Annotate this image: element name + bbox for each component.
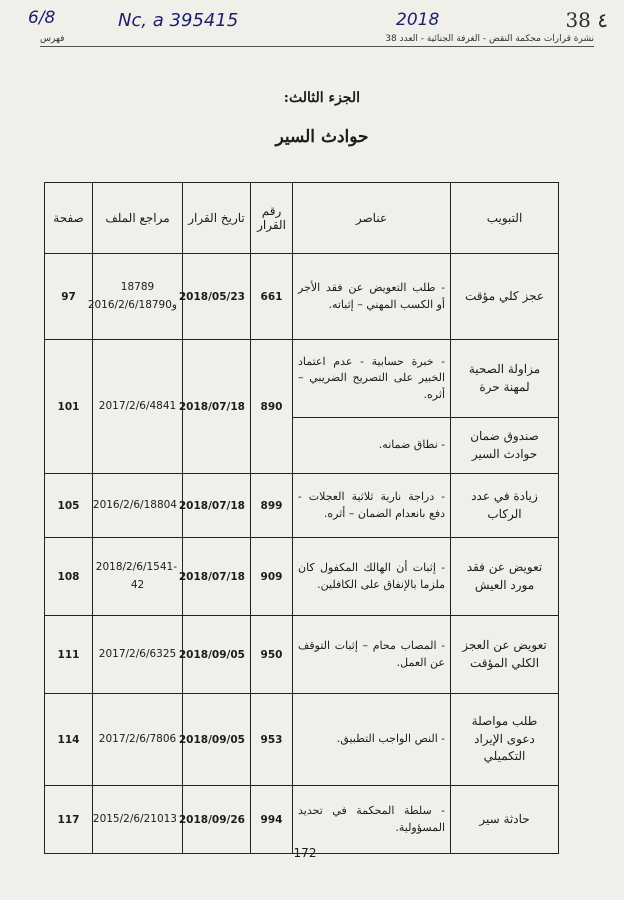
row-ref: 2017/2/6/6325 — [93, 616, 183, 694]
row-elements: - طلب التعويض عن فقد الأجر أو الكسب المهني – إثباته. — [293, 254, 451, 340]
row-page: 114 — [45, 694, 93, 786]
header-elements: عناصر — [293, 183, 451, 254]
row-ref: 2017/2/6/4841 — [93, 340, 183, 474]
running-header-section: فهرس — [40, 34, 65, 44]
row-elements: - سلطة المحكمة في تحديد المسؤولية. — [293, 786, 451, 854]
table-row — [45, 340, 559, 418]
table-row — [45, 694, 559, 786]
row-topic: عجز كلي مؤقت — [451, 254, 559, 340]
row-topic: تعويض عن العجز الكلي المؤقت — [451, 616, 559, 694]
row-number: 909 — [251, 538, 293, 616]
row-number: 661 — [251, 254, 293, 340]
row-elements: - دراجة نارية ثلاثية العجلات - دفع بانعدام الضمان – أثره. — [293, 474, 451, 538]
row-ref-line2: و2016/2/6/18790 — [87, 298, 177, 311]
row-date: 2018/05/23 — [183, 254, 251, 340]
row-topic-secondary: صندوق ضمان حوادث السير — [451, 418, 559, 474]
row-ref — [87, 254, 183, 340]
header-topic: التبويب — [451, 183, 559, 254]
handwritten-fraction: 6/8 — [28, 8, 56, 28]
handwritten-year: 2018 — [396, 10, 440, 30]
table-row — [45, 786, 559, 854]
row-topic: طلب مواصلة دعوى الإيراد التكميلي — [451, 694, 559, 786]
row-elements-secondary: - نطاق ضمانه. — [293, 418, 451, 474]
row-date: 2018/07/18 — [183, 474, 251, 538]
row-number: 950 — [251, 616, 293, 694]
part-title: الجزء الثالث: — [283, 90, 360, 106]
row-topic: زيادة في عدد الركاب — [451, 474, 559, 538]
header-ref: مراجع الملف — [93, 183, 183, 254]
row-ref-line1: 18789 — [120, 280, 155, 293]
page-number: 172 — [293, 846, 317, 860]
header-page: صفحة — [45, 183, 93, 254]
table-row — [45, 474, 559, 538]
running-header-title: نشرة قرارات محكمة النقض - الغرفة الجنائية - العدد 38 — [385, 34, 594, 44]
row-date: 2018/07/18 — [183, 340, 251, 474]
handwritten-reference: Nc, a 395415 — [118, 10, 239, 31]
row-ref: 2017/2/6/7806 — [93, 694, 183, 786]
row-elements: - إثبات أن الهالك المكفول كان ملزما بالإنفاق على الكافلين. — [293, 538, 451, 616]
row-page: 117 — [45, 786, 93, 854]
row-number: 890 — [251, 340, 293, 474]
row-topic: مزاولة الصحية لمهنة حرة — [451, 340, 559, 418]
table-header-row — [45, 183, 559, 254]
header-number: رقم القرار — [251, 183, 293, 254]
table-row — [45, 254, 559, 340]
row-elements: - النص الواجب التطبيق. — [293, 694, 451, 786]
section-title: حوادث السير — [275, 127, 369, 147]
row-number: 953 — [251, 694, 293, 786]
row-page: 111 — [45, 616, 93, 694]
row-page: 108 — [45, 538, 93, 616]
row-date: 2018/07/18 — [183, 538, 251, 616]
running-header — [40, 34, 594, 47]
index-table — [44, 182, 559, 854]
row-ref: 2016/2/6/18804 — [93, 474, 183, 538]
row-date: 2018/09/05 — [183, 616, 251, 694]
row-date: 2018/09/05 — [183, 694, 251, 786]
row-ref: 2015/2/6/21013 — [93, 786, 183, 854]
row-ref: 2018/2/6/1541-42 — [93, 538, 183, 616]
row-topic: حادثة سير — [451, 786, 559, 854]
row-page: 97 — [45, 254, 93, 340]
page-corner-mark: 38 ٤ — [565, 8, 608, 32]
row-date: 2018/09/26 — [183, 786, 251, 854]
header-date: تاريخ القرار — [183, 183, 251, 254]
row-elements: - المصاب محام – إثبات التوقف عن العمل. — [293, 616, 451, 694]
row-page: 105 — [45, 474, 93, 538]
row-number: 994 — [251, 786, 293, 854]
table-row — [45, 538, 559, 616]
row-elements: - خبرة حسابية - عدم اعتماد الخبير على التصريح الضريبي – أثره. — [293, 340, 451, 418]
row-topic: تعويض عن فقد مورد العيش — [451, 538, 559, 616]
table-row — [45, 616, 559, 694]
row-page: 101 — [45, 340, 93, 474]
row-number: 899 — [251, 474, 293, 538]
